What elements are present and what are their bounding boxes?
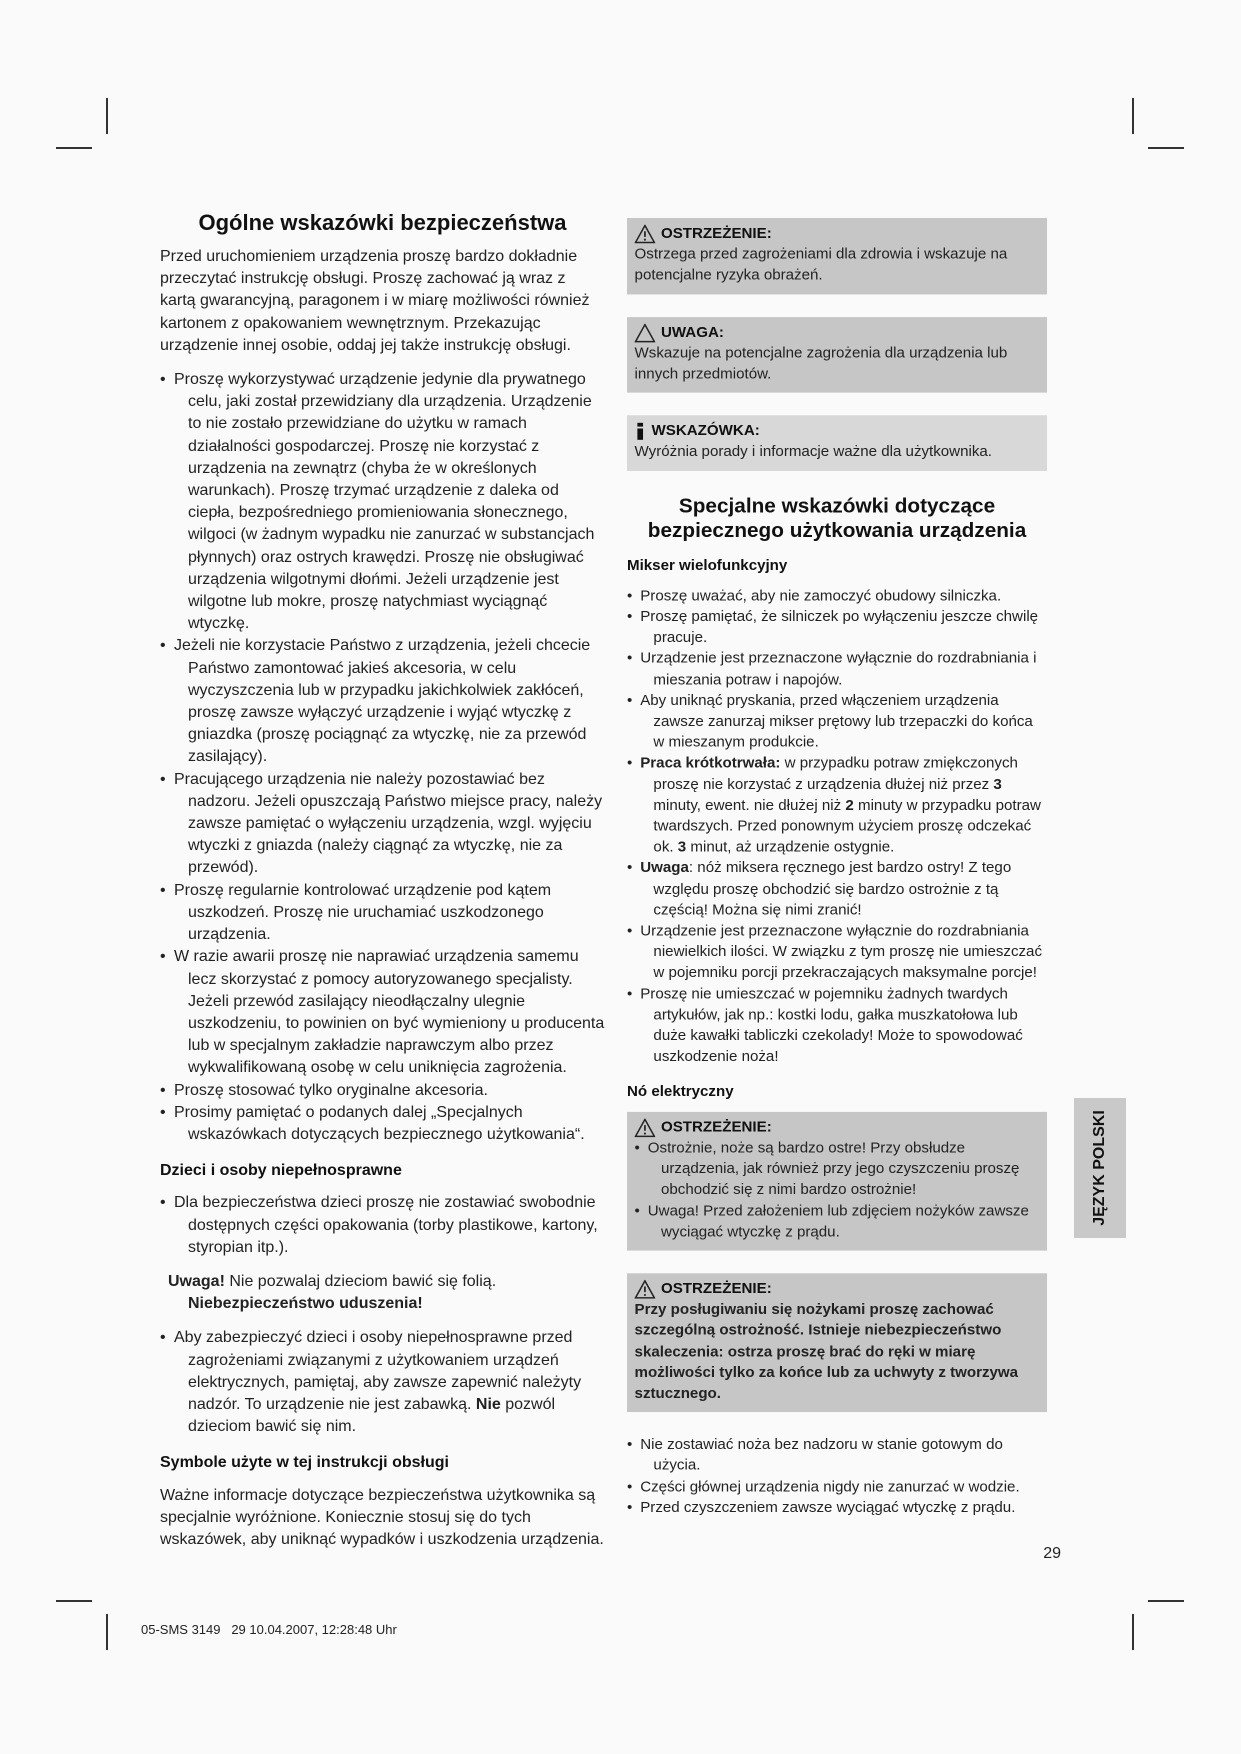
crop-mark bbox=[1148, 1600, 1184, 1602]
bold-run: Praca krótkotrwała: bbox=[640, 755, 781, 772]
list-item: • Urządzenie jest przeznaczone wyłącznie do rozdrabniania i mieszania potraw i napojów. bbox=[627, 649, 1047, 691]
warning-box bbox=[627, 218, 1047, 294]
language-side-tab bbox=[1074, 1098, 1126, 1238]
text-run: w przypadku potraw zmiękczonych proszę nie korzystać z urządzenia dłużej niż przez bbox=[653, 755, 1018, 793]
special-safety-title: Specjalne wskazówki dotyczące bezpiecznego użytkowania urządzenia bbox=[647, 493, 1027, 542]
list-item: • Proszę stosować tylko oryginalne akcesoria. bbox=[160, 1080, 605, 1102]
children-list-2 bbox=[160, 1327, 605, 1438]
mixer-list bbox=[627, 586, 1047, 1068]
warning-triangle-icon bbox=[635, 1280, 656, 1299]
crop-mark bbox=[56, 147, 92, 149]
hint-text: Wyróżnia porady i informacje ważne dla użytkownika. bbox=[634, 443, 992, 461]
list-item: • Prosimy pamiętać o podanych dalej „Specjalnych wskazówkach dotyczących bezpiecznego użytkowania“. bbox=[160, 1102, 605, 1146]
list-item: • W razie awarii proszę nie naprawiać urządzenia samemu lecz skorzystać z pomocy autoryzowanego specjalisty. Jeżeli przewód zasilający nieodłączalny ulegnie uszkodzeniu, to powinien on być wymieniony u producenta lub w specjalnym zakładzie naprawczym albo przez wykwalifikowaną osobę w celu uniknięcia zagrożenia. bbox=[160, 946, 605, 1079]
side-tab-label: JĘZYK POLSKI bbox=[1091, 1110, 1109, 1226]
crop-mark bbox=[106, 98, 108, 134]
caution-box bbox=[627, 317, 1047, 393]
warning-header bbox=[635, 1117, 1040, 1138]
mixer-heading: Mikser wielofunkcyjny bbox=[627, 557, 788, 574]
list-item: • Uwaga! Przed założeniem lub zdjęciem nożyków zawsze wyciągać wtyczkę z prądu. bbox=[635, 1201, 1040, 1243]
warning-triangle-icon bbox=[635, 225, 656, 244]
symbols-paragraph: Ważne informacje dotyczące bezpieczeństwa użytkownika są specjalnie wyróżnione. Koniecznie stosuj się do tych wskazówek, aby uniknąć wypadków i uszkodzenia urządzenia. bbox=[160, 1486, 604, 1548]
list-item: • Przed czyszczeniem zawsze wyciągać wtyczkę z prądu. bbox=[627, 1498, 1047, 1519]
print-footer: 05-SMS 3149 29 10.04.2007, 12:28:48 Uhr bbox=[141, 1622, 397, 1637]
list-item: • Jeżeli nie korzystacie Państwo z urządzenia, jeżeli chcecie Państwo zamontować jakieś akcesoria, w celu wyczyszczenia lub w przypadku jakichkolwiek zakłóceń, proszę zawsze wyłączyć urządzenie i wyjąć wtyczkę z gniazdka (proszę pociągnąć za wtyczkę, nie za przewód zasilający). bbox=[160, 635, 605, 768]
text-run: minut, aż urządzenie ostygnie. bbox=[686, 839, 895, 856]
hint-header bbox=[635, 421, 1040, 442]
crop-mark bbox=[1132, 98, 1134, 134]
list-item: • Urządzenie jest przeznaczone wyłącznie do rozdrabniania niewielkich ilości. W związku z tym proszę nie umieszczać w pojemniku porcji przekraczających maksymalne porcje! bbox=[627, 921, 1047, 984]
bold-run: Nie bbox=[475, 1395, 501, 1413]
text-run: minuty, ewent. nie dłużej niż bbox=[653, 797, 846, 814]
list-item bbox=[627, 858, 1047, 921]
note-label: Uwaga! bbox=[168, 1272, 225, 1290]
suffocation-note bbox=[160, 1271, 605, 1315]
list-item: • Nie zostawiać noża bez nadzoru w stanie gotowym do użycia. bbox=[627, 1435, 1047, 1477]
list-item: • Dla bezpieczeństwa dzieci proszę nie zostawiać swobodnie dostępnych części opakowania (torby plastikowe, kartony, styropian itp.). bbox=[160, 1192, 605, 1259]
knife-warning-box bbox=[627, 1112, 1047, 1251]
note-text: Nie pozwalaj dzieciom bawić się folią. bbox=[224, 1272, 497, 1290]
caution-label: UWAGA: bbox=[660, 324, 724, 341]
bold-run: 3 bbox=[677, 839, 687, 856]
warning-label: OSTRZEŻENIE: bbox=[660, 225, 772, 242]
crop-mark bbox=[56, 1600, 92, 1602]
bold-run: Uwaga bbox=[640, 860, 689, 877]
left-column bbox=[160, 210, 605, 1563]
knife-warning-list bbox=[635, 1138, 1040, 1243]
warning-label: OSTRZEŻENIE: bbox=[660, 1119, 772, 1136]
knife-heading: Nó elektryczny bbox=[627, 1083, 734, 1100]
text-run: Aby zabezpieczyć dzieci i osoby niepełnosprawne przed zagrożeniami związanymi z użytkowaniem urządzeń elektrycznych, pamiętaj, aby zawsze zapewnić należyty nadzór. To urządzenie nie jest zabawką. bbox=[174, 1329, 582, 1413]
note-warning: Niebezpieczeństwo uduszenia! bbox=[188, 1295, 423, 1313]
general-safety-title: Ogólne wskazówki bezpieczeństwa bbox=[198, 210, 567, 235]
list-item: • Aby uniknąć pryskania, przed włączeniem urządzenia zawsze zanurzaj mikser prętowy lub trzepaczki do końca w mieszanym produkcie. bbox=[627, 691, 1047, 754]
general-safety-list bbox=[160, 369, 605, 1146]
list-item: • Proszę regularnie kontrolować urządzenie pod kątem uszkodzeń. Proszę nie uruchamiać uszkodzonego urządzenia. bbox=[160, 880, 605, 947]
warning-header bbox=[635, 224, 1040, 245]
crop-mark bbox=[1132, 1614, 1134, 1650]
text-run: pozwól dzieciom bawić się nim. bbox=[188, 1395, 556, 1436]
info-i-icon bbox=[635, 422, 646, 441]
list-item: • Części głównej urządzenia nigdy nie zanurzać w wodzie. bbox=[627, 1477, 1047, 1498]
crop-mark bbox=[106, 1614, 108, 1650]
knife-list bbox=[627, 1435, 1047, 1519]
list-item: • Proszę pamiętać, że silniczek po wyłączeniu jeszcze chwilę pracuje. bbox=[627, 607, 1047, 649]
caution-header bbox=[635, 322, 1040, 343]
blade-warning-box bbox=[627, 1273, 1047, 1412]
list-item: • Proszę nie umieszczać w pojemniku żadnych twardych artykułów, jak np.: kostki lodu, gałka muszkatołowa lub duże kawałki tabliczki czekolady! Może to spowodować uszkodzenie noża! bbox=[627, 984, 1047, 1068]
bold-run: 2 bbox=[845, 797, 854, 814]
list-item: • Pracującego urządzenia nie należy pozostawiać bez nadzoru. Jeżeli opuszczają Państwo miejsce pracy, należy zawsze pamiętać o wyłączeniu urządzenia, wzgl. wyjęciu wtyczki z gniazda (należy ciągnąć za wtyczkę, nie za przewód). bbox=[160, 769, 605, 880]
warning-header bbox=[635, 1279, 1040, 1300]
page-number: 29 bbox=[1043, 1545, 1061, 1562]
list-item: • Ostrożnie, noże są bardzo ostre! Przy obsłudze urządzenia, jak również przy jego czyszczeniu proszę obchodzić się z nimi bardzo ostrożnie! bbox=[635, 1138, 1040, 1201]
caution-triangle-icon bbox=[635, 323, 656, 342]
hint-box bbox=[627, 415, 1047, 470]
text-run: minuty w przypadku potraw twardszych. Przed ponownym użyciem proszę odczekać ok. bbox=[653, 797, 1041, 856]
bold-run: 3 bbox=[993, 776, 1002, 793]
blade-warning-text: Przy posługiwaniu się nożykami proszę zachować szczególną ostrożność. Istnieje niebezpieczeństwo skaleczenia: ostrza proszę brać do ręki w miarę możliwości tylko za końce lub za uchwyty z tworzywa sztucznego. bbox=[634, 1301, 1019, 1402]
intro-paragraph: Przed uruchomieniem urządzenia proszę bardzo dokładnie przeczytać instrukcję obsługi. Proszę zachować ją wraz z kartą gwarancyjną, paragonem i w miarę możliwości również kartonem z opakowaniem wewnętrznym. Przekazując urządzenie innej osobie, oddaj jej także instrukcję obsługi. bbox=[160, 248, 590, 354]
warning-label: OSTRZEŻENIE: bbox=[660, 1280, 772, 1297]
symbols-heading: Symbole użyte w tej instrukcji obsługi bbox=[160, 1454, 449, 1472]
warning-text: Ostrzega przed zagrożeniami dla zdrowia i wskazuje na potencjalne ryzyka obrażeń. bbox=[634, 246, 1008, 284]
right-column bbox=[627, 218, 1047, 1530]
children-list bbox=[160, 1192, 605, 1259]
list-item bbox=[627, 754, 1047, 859]
crop-mark bbox=[1148, 147, 1184, 149]
list-item: • Proszę wykorzystywać urządzenie jedynie dla prywatnego celu, jaki został przewidziany dla urządzenia. Urządzenie to nie zostało przewidziane do użytku w ramach działalności gospodarczej. Proszę nie korzystać z urządzenia na zewnątrz (chyba że w określonych warunkach). Proszę trzymać urządzenie z daleka od ciepła, bezpośredniego promieniowania słonecznego, wilgoci (w żadnym wypadku nie zanurzać w substancjach płynnych) oraz ostrych krawędzi. Proszę nie obsługiwać urządzenia wilgotnymi dłońmi. Jeżeli urządzenie jest wilgotne lub mokre, proszę natychmiast wyciągnąć wtyczkę. bbox=[160, 369, 605, 635]
caution-text: Wskazuje na potencjalne zagrożenia dla urządzenia lub innych przedmiotów. bbox=[634, 345, 1008, 383]
hint-label: WSKAZÓWKA: bbox=[651, 423, 760, 440]
list-item bbox=[160, 1327, 605, 1438]
warning-triangle-icon bbox=[635, 1118, 656, 1137]
list-item: • Proszę uważać, aby nie zamoczyć obudowy silniczka. bbox=[627, 586, 1047, 607]
text-run: : nóż miksera ręcznego jest bardzo ostry! Z tego względu proszę obchodzić się bardzo ostrożnie z tą częścią! Można się nimi zranić! bbox=[653, 860, 1012, 919]
children-heading: Dzieci i osoby niepełnosprawne bbox=[160, 1162, 402, 1180]
